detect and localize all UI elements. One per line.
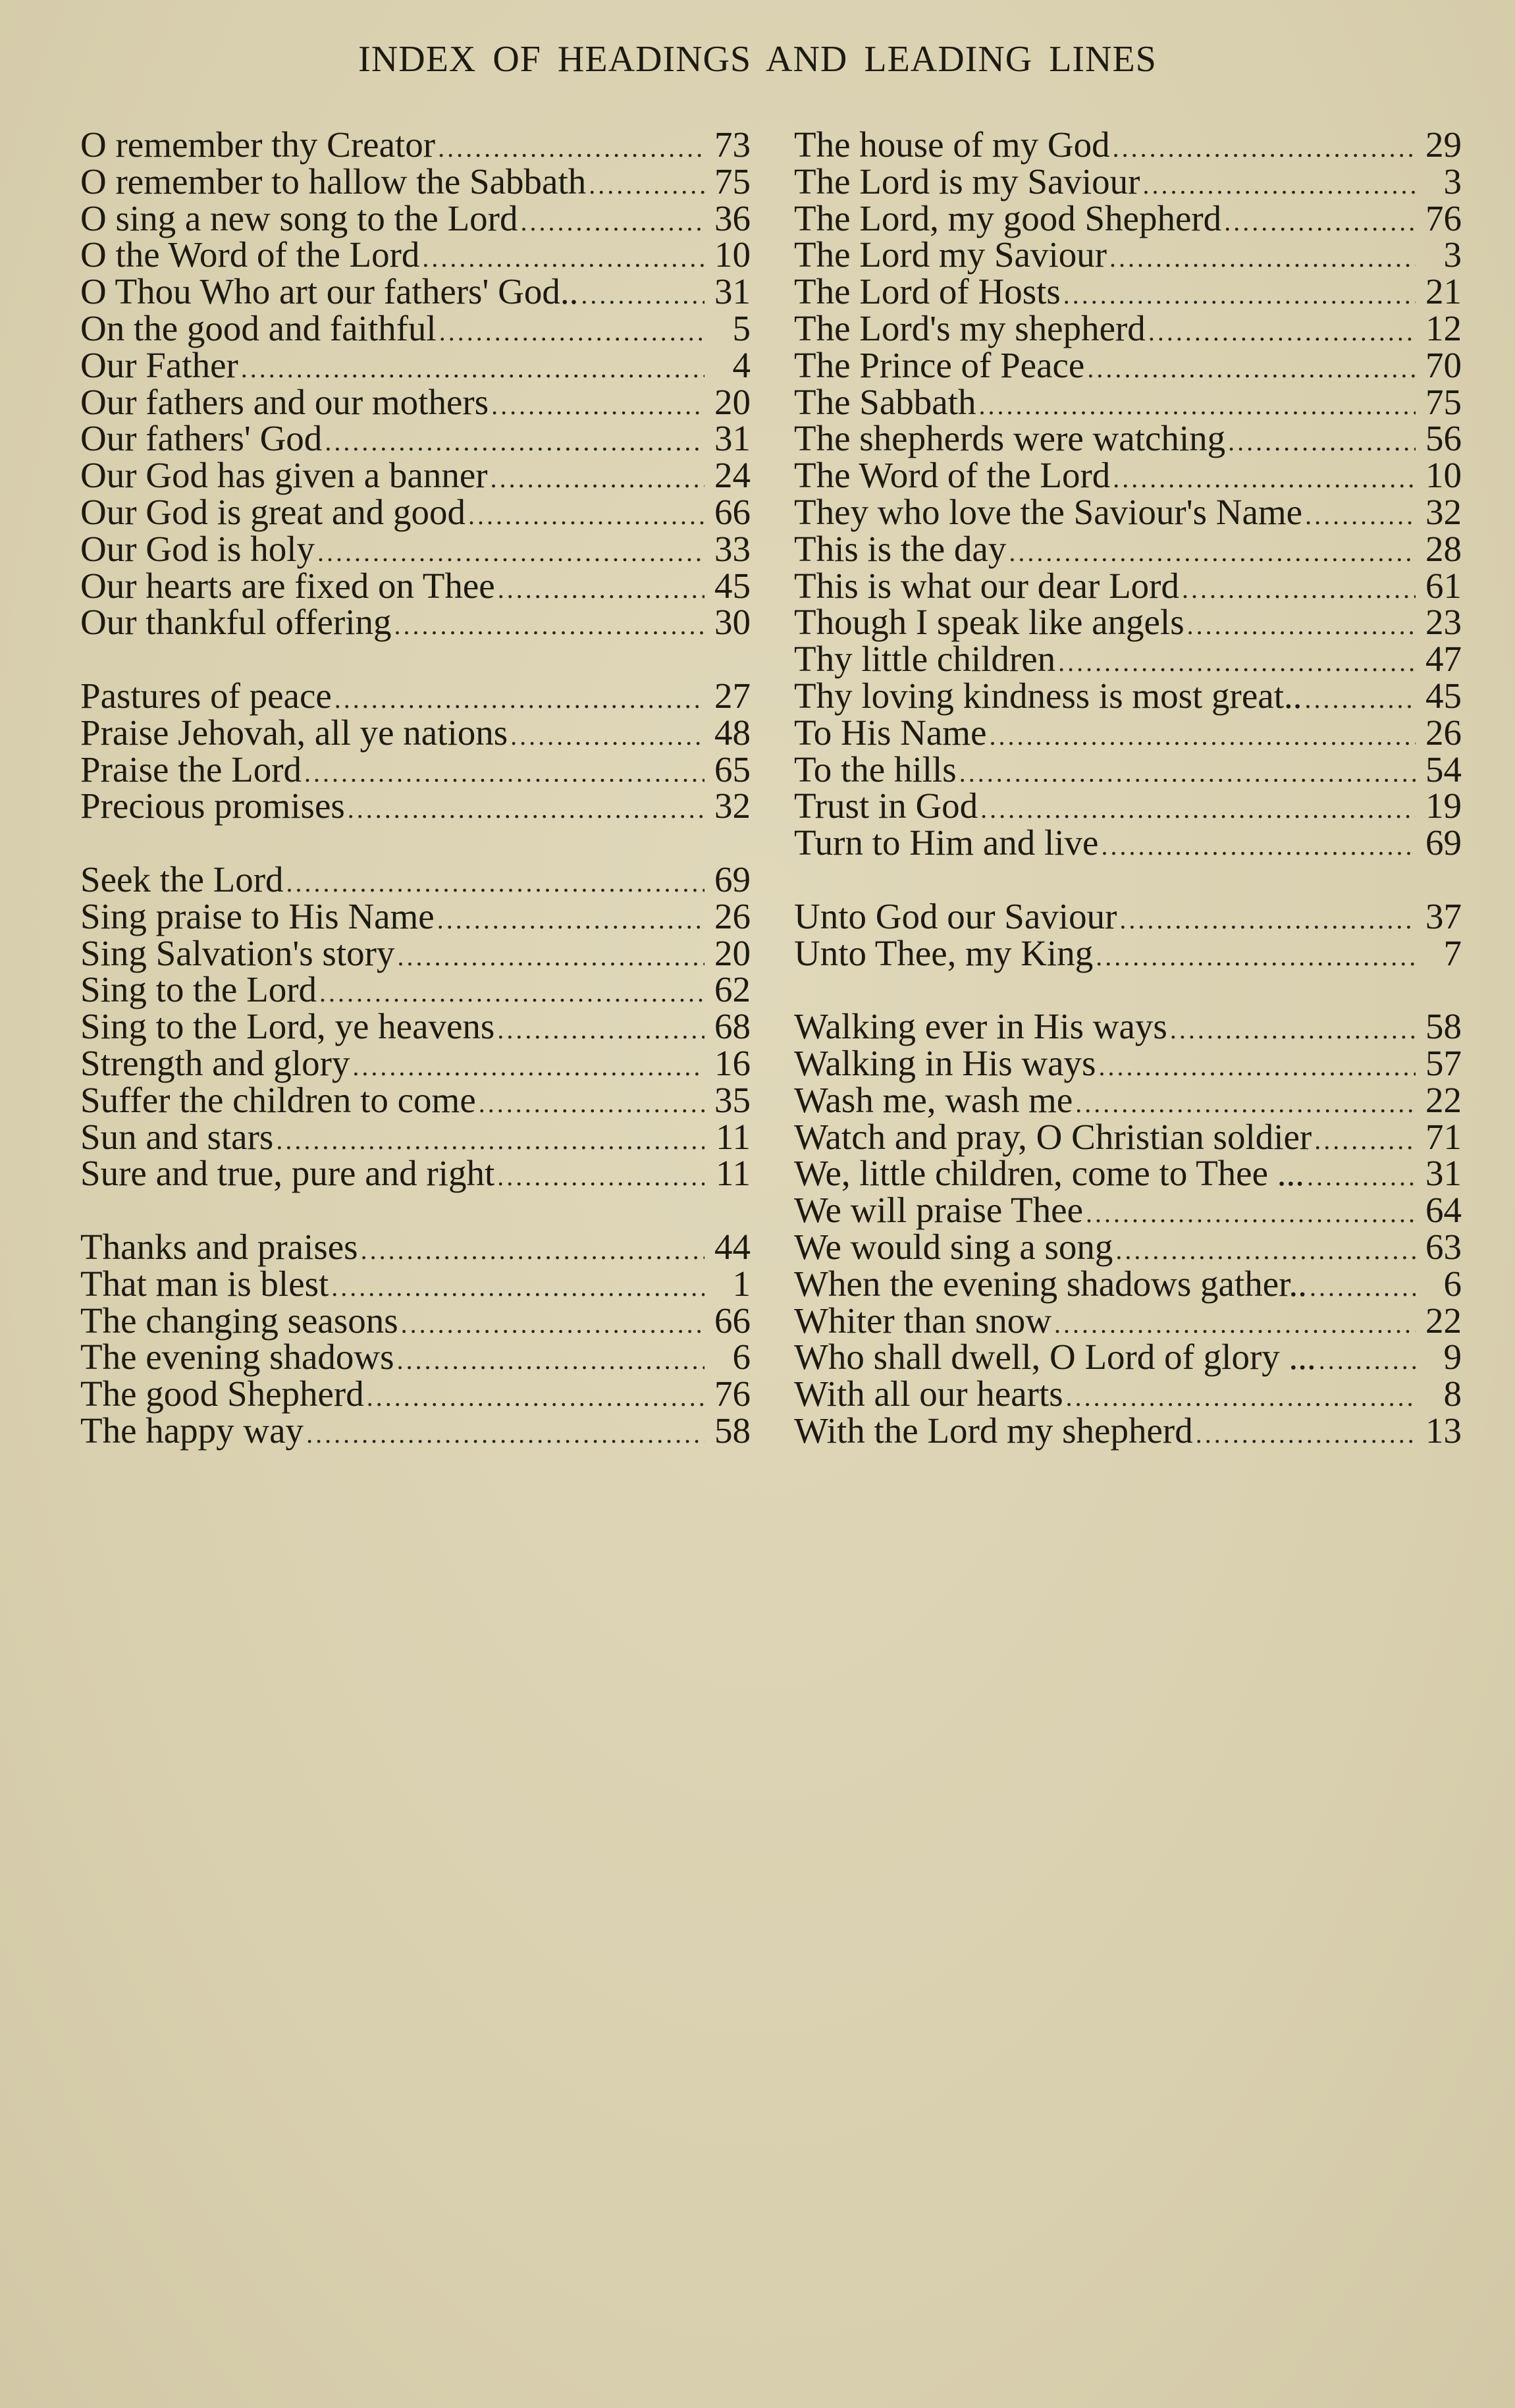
- entry-page-number: 4: [732, 344, 751, 385]
- index-entry: [794, 457, 1462, 494]
- entry-page-number: 61: [1425, 565, 1462, 606]
- dot-leader: [498, 571, 704, 608]
- entry-title: Seek the Lord: [80, 859, 284, 899]
- index-entry: [80, 1376, 751, 1412]
- entry-title: Sing to the Lord: [80, 969, 317, 1010]
- entry-title: Thy loving kindness is most great..: [794, 675, 1302, 716]
- dot-leader: [1096, 938, 1416, 975]
- index-entry: [80, 1226, 751, 1267]
- entry-page-number: 58: [1425, 1006, 1462, 1047]
- entry-title: O the Word of the Lord: [80, 234, 420, 275]
- index-entry: [80, 1155, 751, 1192]
- entry-page-number: 44: [714, 1226, 751, 1267]
- entry-title: This is what our dear Lord: [794, 565, 1179, 606]
- dot-leader: [959, 755, 1416, 791]
- dot-leader: [1101, 828, 1416, 865]
- entry-page-number: 45: [714, 565, 751, 606]
- entry-title: To the hills: [794, 749, 957, 789]
- index-entry: [80, 491, 751, 532]
- entry-title: Our Father: [80, 344, 238, 385]
- entry-page-number: 62: [714, 969, 751, 1010]
- entry-title: The happy way: [80, 1410, 304, 1451]
- index-entry: [794, 751, 1462, 788]
- index-entry: [794, 1155, 1462, 1192]
- dot-leader: [491, 387, 704, 424]
- entry-title: Though I speak like angels: [794, 602, 1184, 643]
- index-entry: [80, 898, 751, 935]
- index-entry: [794, 1008, 1462, 1045]
- index-entry: [794, 641, 1462, 678]
- entry-page-number: 54: [1425, 749, 1462, 789]
- index-entry: [794, 714, 1462, 751]
- index-entry: [794, 1079, 1462, 1120]
- dot-leader: [989, 718, 1416, 755]
- entry-title: Our fathers' God: [80, 418, 323, 459]
- entry-title: The evening shadows: [80, 1337, 394, 1378]
- entry-page-number: 66: [714, 1300, 751, 1341]
- entry-page-number: 5: [732, 308, 751, 348]
- dot-leader: [1228, 423, 1416, 460]
- dot-leader: [1119, 901, 1416, 938]
- entry-title: O sing a new song to the Lord: [80, 198, 518, 238]
- index-entry: [80, 1412, 751, 1449]
- index-column-right: [794, 126, 1462, 1449]
- dot-leader: [521, 203, 705, 240]
- index-entry: [794, 788, 1462, 824]
- entry-title: The Sabbath: [794, 381, 976, 422]
- entry-page-number: 76: [1425, 198, 1462, 238]
- index-entry: [80, 861, 751, 898]
- index-entry: [80, 200, 751, 237]
- entry-title: They who love the Saviour's Name: [794, 491, 1303, 532]
- entry-page-number: 11: [716, 1153, 751, 1194]
- entry-page-number: 47: [1425, 639, 1462, 680]
- entry-page-number: 3: [1443, 161, 1462, 201]
- entry-title: Our God is holy: [80, 528, 315, 569]
- entry-title: Precious promises: [80, 786, 345, 826]
- dot-leader: [1305, 497, 1416, 534]
- entry-page-number: 16: [714, 1042, 751, 1083]
- entry-title: Sing Salvation's story: [80, 932, 395, 973]
- dot-leader: [1304, 681, 1416, 718]
- dot-leader: [306, 1416, 704, 1453]
- index-entry: [80, 1079, 751, 1120]
- dot-leader: [401, 1306, 704, 1343]
- dot-leader: [1086, 1195, 1416, 1232]
- entry-page-number: 28: [1425, 528, 1462, 569]
- entry-page-number: 21: [1425, 271, 1462, 312]
- dot-leader: [367, 1379, 704, 1416]
- index-entry: [80, 714, 751, 751]
- index-entry: [794, 200, 1462, 237]
- entry-page-number: 69: [1425, 822, 1462, 863]
- dot-leader: [397, 1342, 704, 1379]
- index-entry: [794, 1192, 1462, 1229]
- index-entry: [80, 528, 751, 569]
- entry-title: Our God is great and good: [80, 491, 466, 532]
- entry-title: Watch and pray, O Christian soldier: [794, 1116, 1312, 1157]
- index-entry: [794, 675, 1462, 716]
- entry-title: We, little children, come to Thee ...: [794, 1153, 1304, 1194]
- index-entry: [80, 344, 751, 385]
- entry-page-number: 22: [1425, 1300, 1462, 1341]
- entry-page-number: 31: [714, 418, 751, 459]
- dot-leader: [491, 460, 704, 497]
- entry-page-number: 57: [1425, 1042, 1462, 1083]
- entry-page-number: 13: [1425, 1410, 1462, 1451]
- entry-title: Sing to the Lord, ye heavens: [80, 1006, 495, 1047]
- index-entry: [80, 273, 751, 310]
- entry-title: With the Lord my shepherd: [794, 1410, 1193, 1451]
- entry-page-number: 68: [714, 1006, 751, 1047]
- entry-title: The Lord my Saviour: [794, 234, 1107, 275]
- index-entry: [794, 1339, 1462, 1376]
- entry-page-number: 10: [1425, 455, 1462, 496]
- section-spacer: [80, 641, 751, 678]
- index-entry: [80, 604, 751, 641]
- entry-title: Trust in God: [794, 786, 978, 826]
- section-spacer: [794, 971, 1462, 1008]
- index-entry: [794, 1376, 1462, 1412]
- entry-title: O remember to hallow the Sabbath: [80, 161, 587, 201]
- entry-page-number: 30: [714, 602, 751, 643]
- dot-leader: [361, 1232, 704, 1269]
- entry-title: When the evening shadows gather..: [794, 1263, 1307, 1304]
- entry-page-number: 1: [732, 1263, 751, 1304]
- entry-page-number: 7: [1443, 932, 1462, 973]
- entry-page-number: 19: [1425, 786, 1462, 826]
- entry-page-number: 75: [1425, 381, 1462, 422]
- index-entry: [794, 824, 1462, 861]
- index-entry: [794, 381, 1462, 422]
- index-entry: [794, 1042, 1462, 1083]
- entry-title: Praise the Lord: [80, 749, 302, 789]
- entry-page-number: 69: [714, 859, 751, 899]
- entry-title: Walking in His ways: [794, 1042, 1096, 1083]
- entry-title: Unto God our Saviour: [794, 896, 1117, 936]
- dot-leader: [479, 1085, 704, 1122]
- entry-title: On the good and faithful: [80, 308, 437, 348]
- dot-leader: [1182, 571, 1416, 608]
- entry-title: The shepherds were watching: [794, 418, 1226, 459]
- dot-leader: [348, 791, 704, 828]
- dot-leader: [510, 718, 704, 755]
- entry-title: O remember thy Creator: [80, 124, 436, 165]
- entry-page-number: 22: [1425, 1079, 1462, 1120]
- entry-page-number: 36: [714, 198, 751, 238]
- entry-page-number: 66: [714, 491, 751, 532]
- index-entry: [794, 932, 1462, 973]
- index-entry: [794, 126, 1462, 163]
- index-entry: [80, 457, 751, 494]
- entry-page-number: 45: [1425, 675, 1462, 716]
- entry-title: Unto Thee, my King: [794, 932, 1094, 973]
- dot-leader: [304, 755, 704, 791]
- index-entry: [80, 565, 751, 606]
- entry-page-number: 29: [1425, 124, 1462, 165]
- dot-leader: [1170, 1011, 1416, 1048]
- section-spacer: [794, 861, 1462, 898]
- entry-title: Wash me, wash me: [794, 1079, 1073, 1120]
- entry-title: Turn to Him and live: [794, 822, 1099, 863]
- entry-title: Who shall dwell, O Lord of glory ...: [794, 1337, 1316, 1378]
- index-entry: [794, 310, 1462, 347]
- entry-page-number: 20: [714, 381, 751, 422]
- entry-page-number: 63: [1425, 1226, 1462, 1267]
- index-entry: [794, 1263, 1462, 1304]
- entry-page-number: 65: [714, 749, 751, 789]
- entry-page-number: 73: [714, 124, 751, 165]
- entry-title: The Lord, my good Shepherd: [794, 198, 1222, 238]
- index-entry: [794, 565, 1462, 606]
- entry-page-number: 11: [716, 1116, 751, 1157]
- dot-leader: [1196, 1416, 1416, 1453]
- entry-page-number: 8: [1443, 1374, 1462, 1414]
- entry-title: That man is blest: [80, 1263, 329, 1304]
- page-title: INDEX OF HEADINGS AND LEADING LINES: [358, 39, 1157, 80]
- entry-page-number: 37: [1425, 896, 1462, 936]
- entry-title: The changing seasons: [80, 1300, 398, 1341]
- entry-page-number: 71: [1425, 1116, 1462, 1157]
- dot-leader: [1224, 203, 1416, 240]
- entry-title: Our thankful offering: [80, 602, 392, 643]
- entry-title: Sure and true, pure and right: [80, 1153, 495, 1194]
- index-entry: [80, 932, 751, 973]
- entry-title: Suffer the children to come: [80, 1079, 476, 1120]
- index-entry: [794, 898, 1462, 935]
- dot-leader: [497, 1011, 704, 1048]
- index-entry: [794, 604, 1462, 641]
- entry-title: We will praise Thee: [794, 1190, 1083, 1231]
- index-column-left: [80, 126, 751, 1449]
- dot-leader: [581, 277, 704, 313]
- entry-page-number: 35: [714, 1079, 751, 1120]
- dot-leader: [1113, 130, 1416, 167]
- index-entry: [80, 126, 751, 163]
- index-entry: [794, 1302, 1462, 1339]
- entry-title: Sing praise to His Name: [80, 896, 435, 936]
- dot-leader: [1087, 350, 1416, 387]
- index-entry: [80, 420, 751, 457]
- entry-title: Strength and glory: [80, 1042, 350, 1083]
- entry-page-number: 58: [714, 1410, 751, 1451]
- dot-leader: [1187, 607, 1416, 644]
- entry-title: With all our hearts: [794, 1374, 1063, 1414]
- entry-page-number: 6: [732, 1337, 751, 1378]
- entry-title: O Thou Who art our fathers' God..: [80, 271, 579, 312]
- dot-leader: [1109, 240, 1416, 277]
- index-entry: [80, 971, 751, 1008]
- index-entry: [80, 1339, 751, 1376]
- entry-page-number: 26: [714, 896, 751, 936]
- dot-leader: [589, 167, 704, 203]
- index-entry: [794, 528, 1462, 569]
- entry-page-number: 70: [1425, 344, 1462, 385]
- index-entry: [794, 1226, 1462, 1267]
- entry-title: The Lord's my shepherd: [794, 308, 1146, 348]
- index-entry: [80, 751, 751, 788]
- entry-title: Whiter than snow: [794, 1300, 1052, 1341]
- entry-page-number: 3: [1443, 234, 1462, 275]
- entry-title: To His Name: [794, 712, 987, 753]
- entry-title: Sun and stars: [80, 1116, 274, 1157]
- index-entry: [794, 420, 1462, 457]
- dot-leader: [1148, 313, 1416, 350]
- index-entry: [80, 1116, 751, 1157]
- index-entry: [794, 236, 1462, 273]
- dot-leader: [439, 313, 704, 350]
- dot-leader: [394, 607, 704, 644]
- entry-title: The good Shepherd: [80, 1374, 364, 1414]
- dot-leader: [1307, 1158, 1416, 1195]
- index-entry: [794, 1412, 1462, 1449]
- entry-page-number: 32: [1425, 491, 1462, 532]
- dot-leader: [397, 938, 704, 975]
- entry-page-number: 56: [1425, 418, 1462, 459]
- entry-title: The Prince of Peace: [794, 344, 1085, 385]
- entry-title: This is the day: [794, 528, 1007, 569]
- dot-leader: [497, 1158, 704, 1195]
- entry-page-number: 24: [714, 455, 751, 496]
- section-spacer: [80, 824, 751, 861]
- index-entry: [80, 1008, 751, 1045]
- entry-page-number: 12: [1425, 308, 1462, 348]
- index-entry: [80, 1263, 751, 1304]
- dot-leader: [468, 497, 704, 534]
- entry-title: Our hearts are fixed on Thee: [80, 565, 495, 606]
- entry-page-number: 32: [714, 786, 751, 826]
- index-entry: [794, 1116, 1462, 1157]
- entry-page-number: 48: [714, 712, 751, 753]
- index-entry: [794, 163, 1462, 200]
- entry-title: We would sing a song: [794, 1226, 1113, 1267]
- entry-page-number: 64: [1425, 1190, 1462, 1231]
- entry-title: The Word of the Lord: [794, 455, 1111, 496]
- index-entry: [794, 273, 1462, 310]
- dot-leader: [437, 901, 704, 938]
- index-entry: [80, 788, 751, 824]
- entry-title: Our fathers and our mothers: [80, 381, 489, 422]
- section-spacer: [80, 1192, 751, 1229]
- entry-page-number: 31: [1425, 1153, 1462, 1194]
- index-entry: [80, 1042, 751, 1083]
- entry-page-number: 75: [714, 161, 751, 201]
- entry-page-number: 6: [1443, 1263, 1462, 1304]
- entry-page-number: 31: [714, 271, 751, 312]
- entry-page-number: 76: [714, 1374, 751, 1414]
- index-entry: [80, 163, 751, 200]
- entry-title: Our God has given a banner: [80, 455, 488, 496]
- index-entry: [80, 310, 751, 347]
- index-entry: [794, 344, 1462, 385]
- dot-leader: [1310, 1269, 1416, 1306]
- index-entry: [80, 236, 751, 273]
- entry-title: The Lord is my Saviour: [794, 161, 1140, 201]
- entry-title: The Lord of Hosts: [794, 271, 1061, 312]
- entry-title: Thy little children: [794, 639, 1056, 680]
- index-entry: [80, 381, 751, 422]
- entry-page-number: 23: [1425, 602, 1462, 643]
- entry-page-number: 27: [714, 675, 751, 716]
- entry-page-number: 9: [1443, 1337, 1462, 1378]
- index-entry: [794, 491, 1462, 532]
- entry-title: Walking ever in His ways: [794, 1006, 1167, 1047]
- entry-page-number: 10: [714, 234, 751, 275]
- dot-leader: [1319, 1342, 1416, 1379]
- entry-title: Praise Jehovah, all ye nations: [80, 712, 508, 753]
- dot-leader: [1314, 1122, 1416, 1159]
- entry-title: The house of my God: [794, 124, 1110, 165]
- entry-page-number: 20: [714, 932, 751, 973]
- dot-leader: [1098, 1048, 1416, 1085]
- entry-title: Thanks and praises: [80, 1226, 358, 1267]
- index-entry: [80, 675, 751, 716]
- entry-title: Pastures of peace: [80, 675, 332, 716]
- index-entry: [80, 1302, 751, 1339]
- entry-page-number: 26: [1425, 712, 1462, 753]
- entry-page-number: 33: [714, 528, 751, 569]
